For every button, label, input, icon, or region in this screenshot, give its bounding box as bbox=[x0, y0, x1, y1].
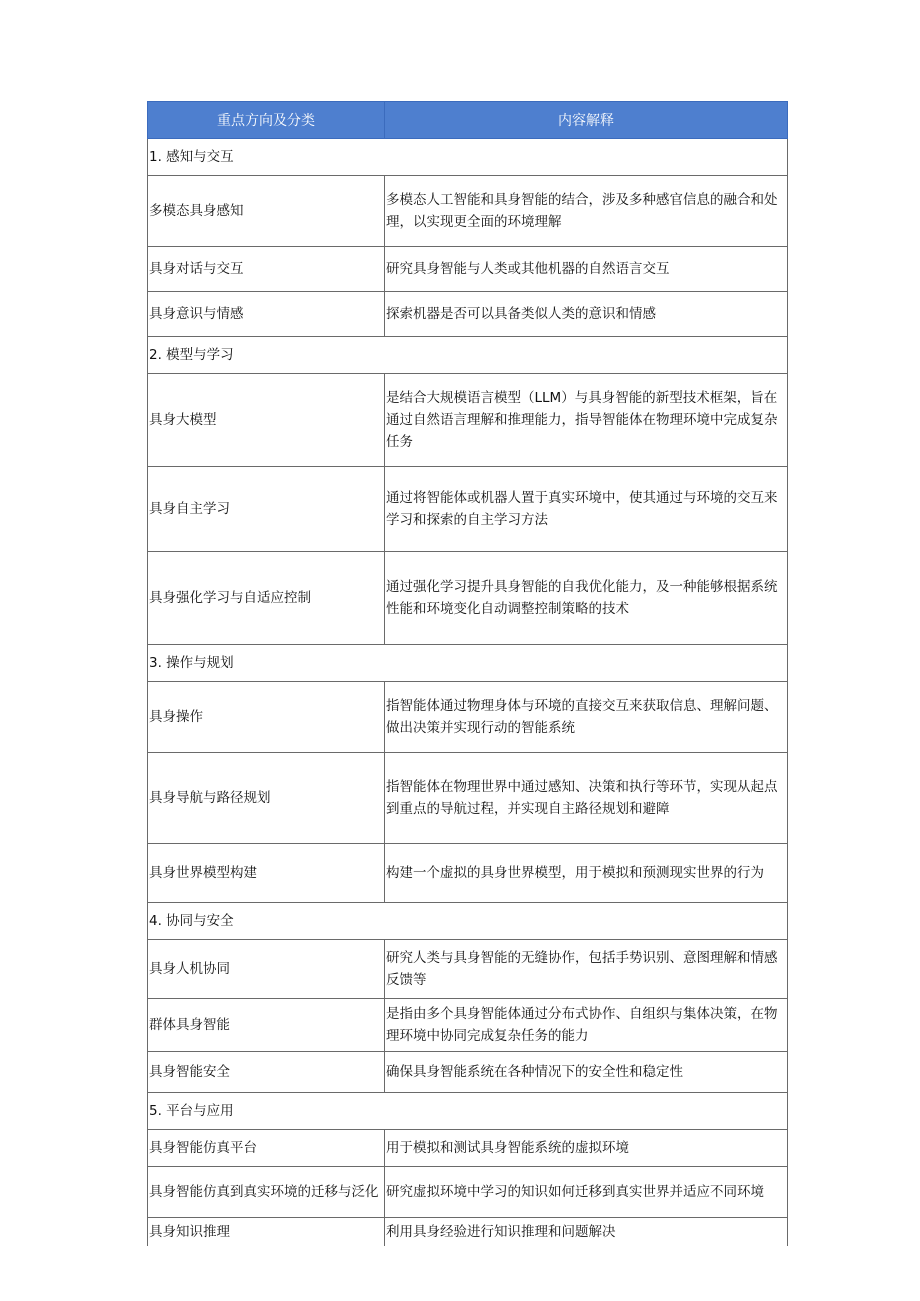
item-description: 研究虚拟环境中学习的知识如何迁移到真实世界并适应不同环境 bbox=[385, 1167, 788, 1218]
item-description: 指智能体在物理世界中通过感知、决策和执行等环节，实现从起点到重点的导航过程，并实现自主路径规划和避障 bbox=[385, 753, 788, 844]
table-row bbox=[148, 176, 788, 247]
section-title: 2. 模型与学习 bbox=[148, 337, 788, 374]
table-row bbox=[148, 940, 788, 999]
item-description: 是指由多个具身智能体通过分布式协作、自组织与集体决策，在物理环境中协同完成复杂任务的能力 bbox=[385, 999, 788, 1052]
table-row bbox=[148, 247, 788, 292]
table-row bbox=[148, 1052, 788, 1093]
section-row bbox=[148, 645, 788, 682]
item-name: 具身自主学习 bbox=[148, 467, 385, 552]
section-row bbox=[148, 337, 788, 374]
item-name: 具身强化学习与自适应控制 bbox=[148, 552, 385, 645]
item-name: 群体具身智能 bbox=[148, 999, 385, 1052]
item-name: 具身世界模型构建 bbox=[148, 844, 385, 903]
item-description: 利用具身经验进行知识推理和问题解决 bbox=[385, 1218, 788, 1247]
item-description: 确保具身智能系统在各种情况下的安全性和稳定性 bbox=[385, 1052, 788, 1093]
table-row bbox=[148, 467, 788, 552]
item-description: 研究人类与具身智能的无缝协作，包括手势识别、意图理解和情感反馈等 bbox=[385, 940, 788, 999]
table-row bbox=[148, 1130, 788, 1167]
section-row bbox=[148, 903, 788, 940]
table-row bbox=[148, 292, 788, 337]
item-name: 具身人机协同 bbox=[148, 940, 385, 999]
table-header-row bbox=[148, 102, 788, 139]
section-row bbox=[148, 139, 788, 176]
section-title: 4. 协同与安全 bbox=[148, 903, 788, 940]
item-name: 具身导航与路径规划 bbox=[148, 753, 385, 844]
table-row bbox=[148, 374, 788, 467]
table-row bbox=[148, 552, 788, 645]
table-row bbox=[148, 1167, 788, 1218]
section-title: 5. 平台与应用 bbox=[148, 1093, 788, 1130]
table-row bbox=[148, 844, 788, 903]
section-row bbox=[148, 1093, 788, 1130]
item-name: 具身智能仿真到真实环境的迁移与泛化 bbox=[148, 1167, 385, 1218]
header-category: 重点方向及分类 bbox=[148, 102, 385, 139]
header-explanation: 内容解释 bbox=[385, 102, 788, 139]
table-row bbox=[148, 999, 788, 1052]
item-name: 具身操作 bbox=[148, 682, 385, 753]
table-row bbox=[148, 682, 788, 753]
item-name: 具身大模型 bbox=[148, 374, 385, 467]
item-name: 具身智能仿真平台 bbox=[148, 1130, 385, 1167]
item-name: 具身智能安全 bbox=[148, 1052, 385, 1093]
research-directions-table bbox=[147, 101, 788, 1246]
table-row bbox=[148, 1218, 788, 1247]
item-description: 指智能体通过物理身体与环境的直接交互来获取信息、理解问题、做出决策并实现行动的智能系统 bbox=[385, 682, 788, 753]
item-description: 多模态人工智能和具身智能的结合，涉及多种感官信息的融合和处理，以实现更全面的环境理解 bbox=[385, 176, 788, 247]
section-title: 1. 感知与交互 bbox=[148, 139, 788, 176]
item-name: 多模态具身感知 bbox=[148, 176, 385, 247]
item-description: 通过强化学习提升具身智能的自我优化能力，及一种能够根据系统性能和环境变化自动调整控制策略的技术 bbox=[385, 552, 788, 645]
item-description: 用于模拟和测试具身智能系统的虚拟环境 bbox=[385, 1130, 788, 1167]
section-title: 3. 操作与规划 bbox=[148, 645, 788, 682]
item-description: 是结合大规模语言模型（LLM）与具身智能的新型技术框架，旨在通过自然语言理解和推理能力，指导智能体在物理环境中完成复杂任务 bbox=[385, 374, 788, 467]
item-name: 具身意识与情感 bbox=[148, 292, 385, 337]
item-description: 研究具身智能与人类或其他机器的自然语言交互 bbox=[385, 247, 788, 292]
table-row bbox=[148, 753, 788, 844]
item-name: 具身对话与交互 bbox=[148, 247, 385, 292]
item-description: 探索机器是否可以具备类似人类的意识和情感 bbox=[385, 292, 788, 337]
item-description: 通过将智能体或机器人置于真实环境中，使其通过与环境的交互来学习和探索的自主学习方法 bbox=[385, 467, 788, 552]
item-description: 构建一个虚拟的具身世界模型，用于模拟和预测现实世界的行为 bbox=[385, 844, 788, 903]
item-name: 具身知识推理 bbox=[148, 1218, 385, 1247]
